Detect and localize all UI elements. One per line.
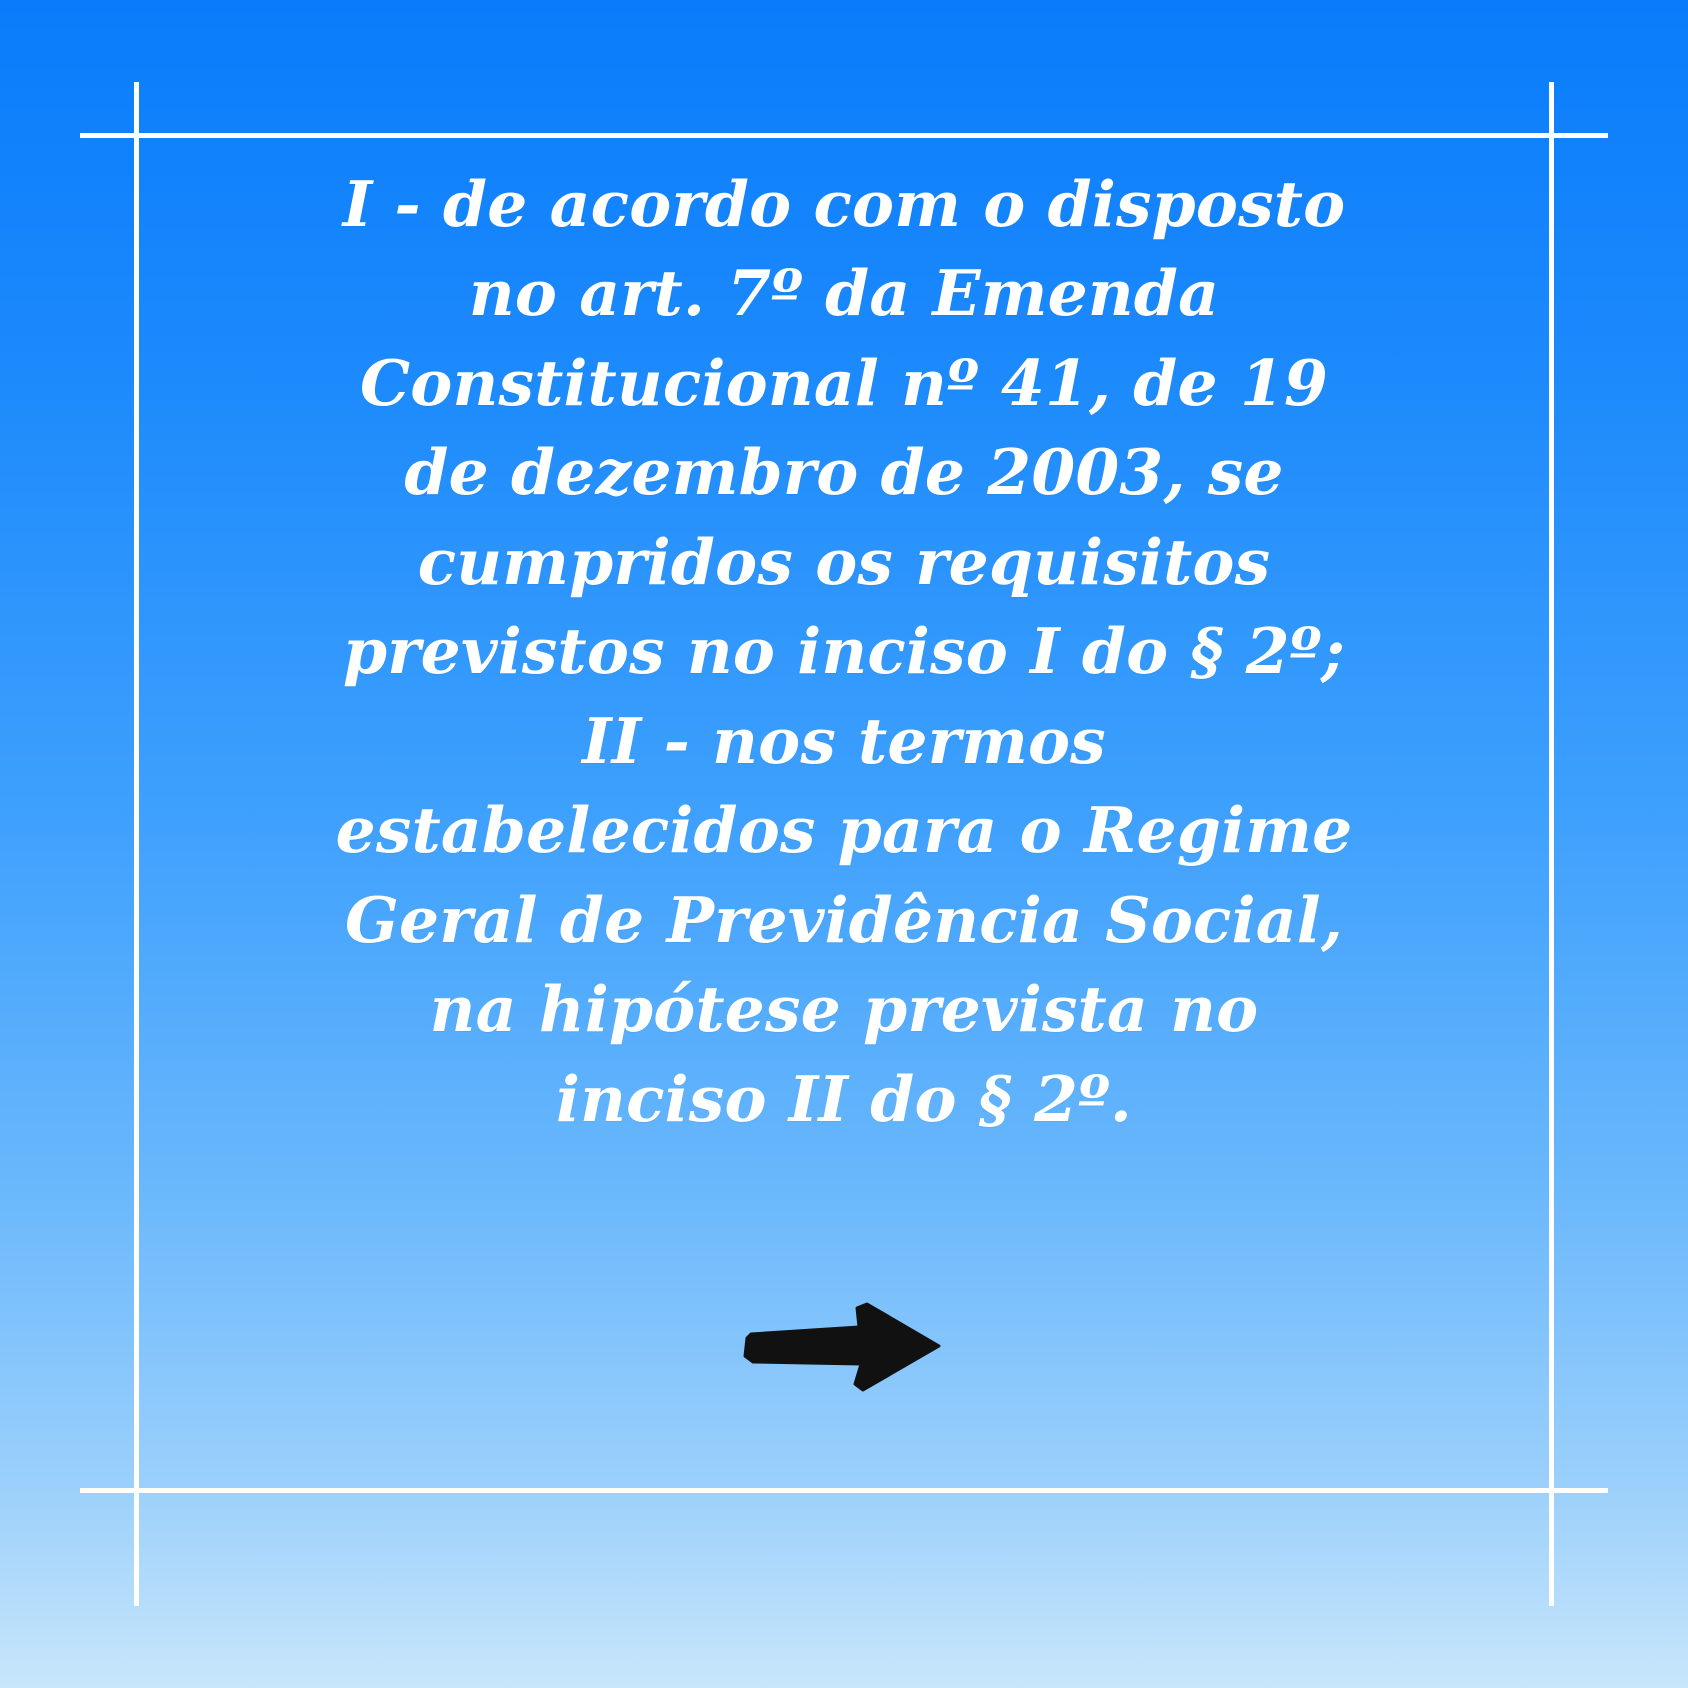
card-content <box>160 160 1528 1144</box>
frame-line-top <box>80 133 1608 138</box>
quote-text <box>334 160 1354 1144</box>
frame-line-bottom <box>80 1488 1608 1493</box>
quote-paragraph-2: II - nos termos estabelecidos para o Regime Geral de Previdência Social, na hipótese prevista no inciso II do § 2º. <box>335 703 1353 1136</box>
arrow-right-icon <box>739 1290 949 1400</box>
quote-paragraph-1: I - de acordo com o disposto no art. 7º da Emenda Constitucional nº 41, de 19 de dezembro de 2003, se cumpridos os requisitos previstos no inciso I do § 2º; <box>342 167 1346 689</box>
arrow-container <box>0 1290 1688 1400</box>
